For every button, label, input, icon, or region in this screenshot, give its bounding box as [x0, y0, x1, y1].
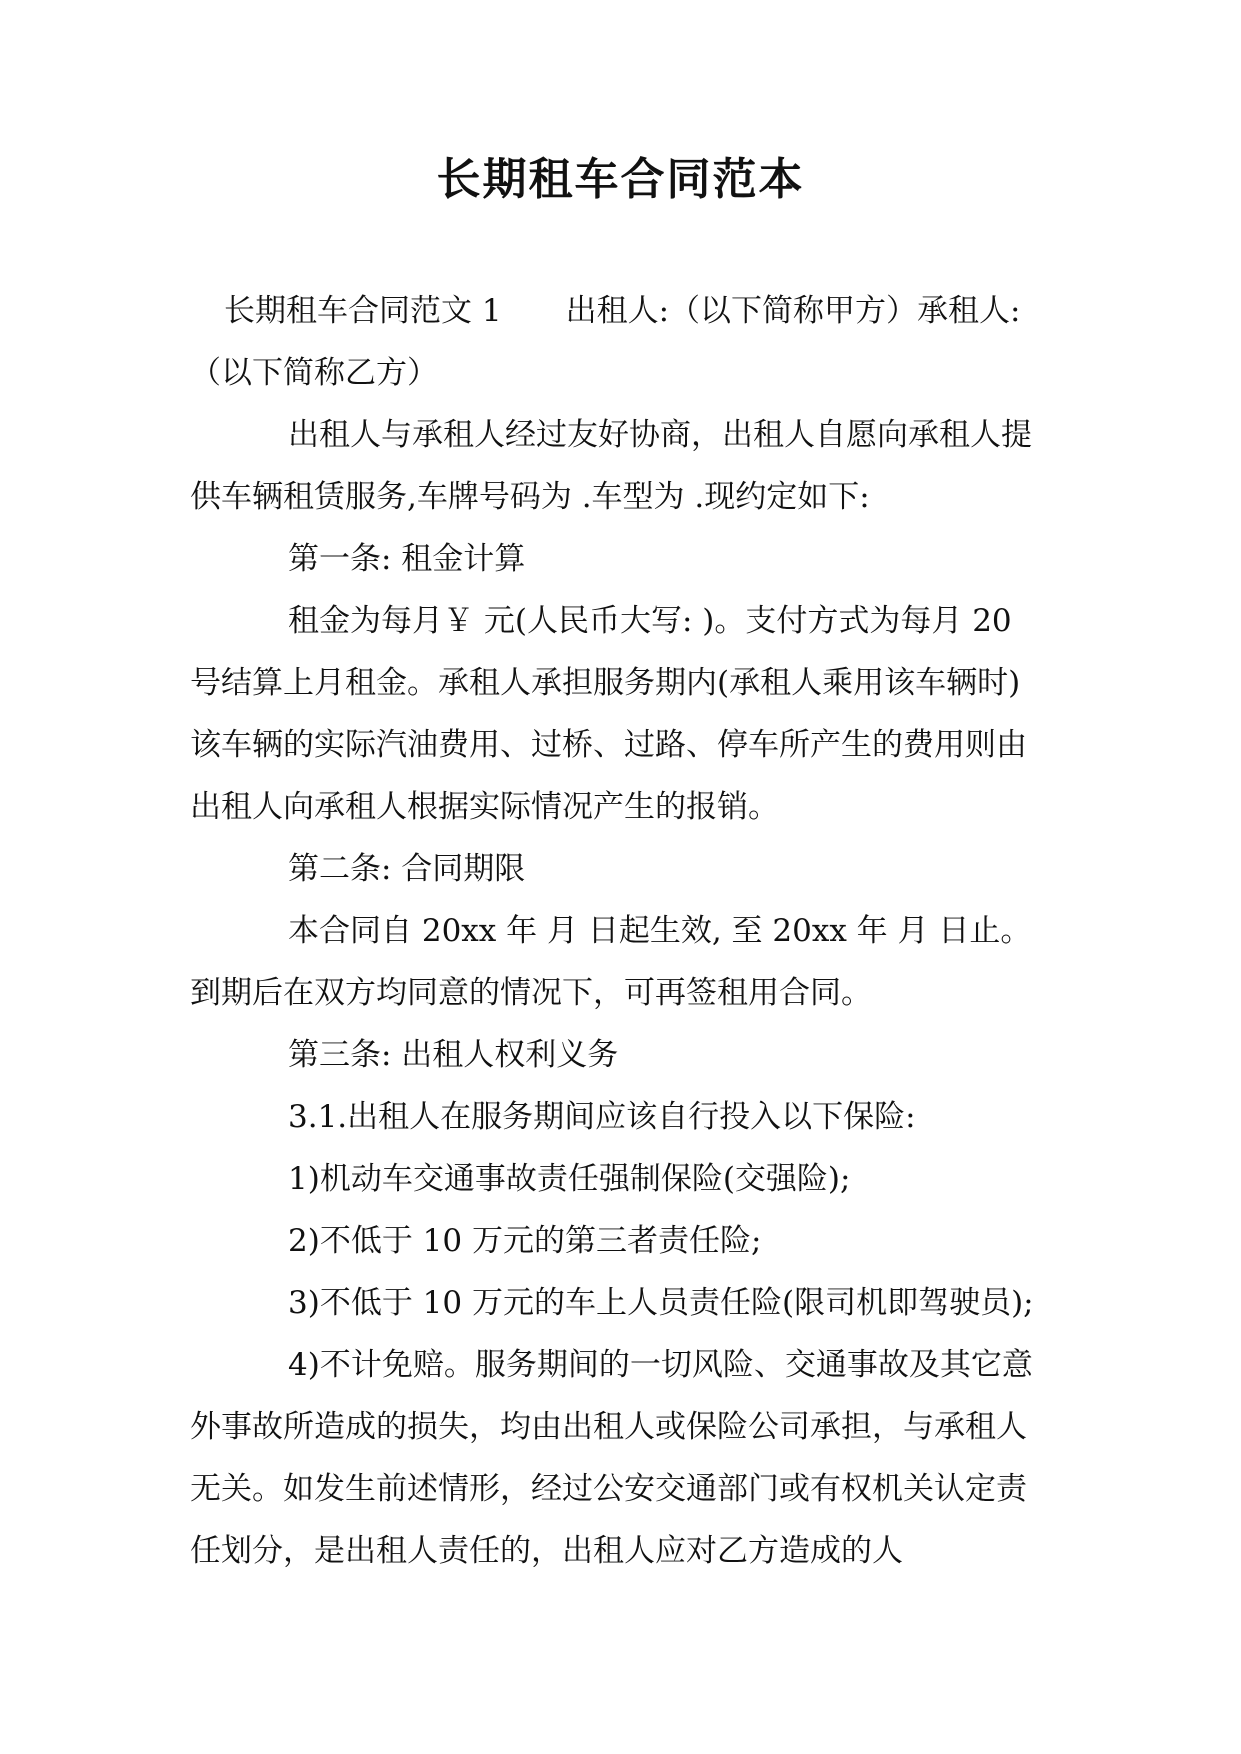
article-heading: 第一条: 租金计算 — [288, 541, 526, 577]
list-item: 1)机动车交通事故责任强制保险(交强险); — [288, 1161, 851, 1197]
document-body — [190, 280, 1050, 1582]
intro-paragraph — [190, 280, 1050, 404]
paragraph: 本合同自 20xx 年 月 日起生效, 至 20xx 年 月 日止。到期后在双方均同意的情况下，可再签租用合同。 — [190, 913, 1032, 1011]
list-item: 4)不计免赔。服务期间的一切风险、交通事故及其它意外事故所造成的损失，均由出租人或保险公司承担，与承租人无关。如发生前述情形，经过公安交通部门或有权机关认定责任划分，是出租人责任的，出租人应对乙方造成的人 — [190, 1347, 1033, 1569]
list-item: 2)不低于 10 万元的第三者责任险; — [288, 1223, 762, 1259]
article-heading: 第三条: 出租人权利义务 — [288, 1037, 619, 1073]
heading-label: 长期租车合同范文 1 — [224, 293, 502, 329]
list-item: 3)不低于 10 万元的车上人员责任险(限司机即驾驶员); — [288, 1285, 1034, 1321]
paragraph: 租金为每月￥ 元(人民币大写: )。支付方式为每月 20 号结算上月租金。承租人承担服务期内(承租人乘用该车辆时)该车辆的实际汽油费用、过桥、过路、停车所产生的费用则由出租人向承租人根据实际情况产生的报销。 — [190, 603, 1027, 825]
clause-item: 3.1.出租人在服务期间应该自行投入以下保险: — [288, 1099, 916, 1135]
article-heading: 第二条: 合同期限 — [288, 851, 526, 887]
parties-text: 出租人:（以下简称甲方）承租人:（以下简称乙方） — [190, 293, 1021, 391]
document-title: 长期租车合同范本 — [436, 154, 805, 205]
paragraph: 出租人与承租人经过友好协商，出租人自愿向承租人提供车辆租赁服务,车牌号码为 .车型为 .现约定如下: — [190, 417, 1032, 515]
